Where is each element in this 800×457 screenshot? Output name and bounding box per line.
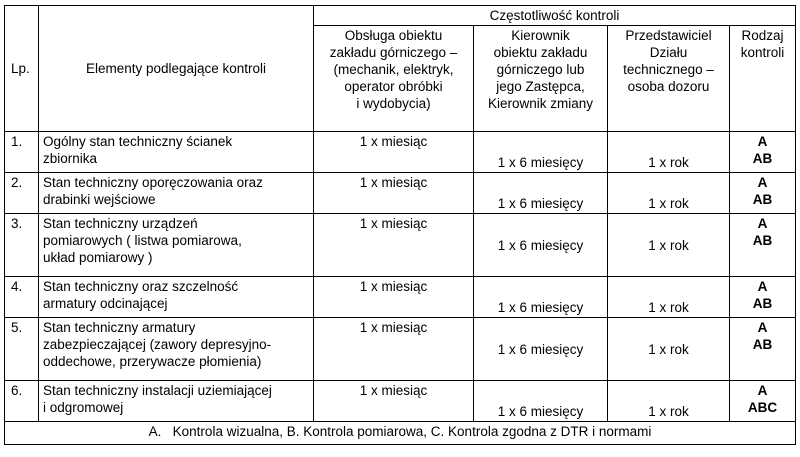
row-element-line: zbiornika xyxy=(43,151,98,166)
header-przedstawiciel-line: technicznego – xyxy=(623,62,714,77)
row-przedstawiciel: 1 x rok xyxy=(608,214,730,277)
row-obsluga: 1 x miesiąc xyxy=(314,381,474,422)
row-element xyxy=(39,381,314,422)
row-kierownik-value: 1 x 6 miesięcy xyxy=(497,404,584,419)
row-element xyxy=(39,214,314,277)
table-row xyxy=(5,318,796,381)
row-rodzaj xyxy=(730,214,796,277)
row-kierownik xyxy=(474,277,608,318)
row-rodzaj-line: ABC xyxy=(747,400,778,415)
header-lp: Lp. xyxy=(5,6,39,132)
row-rodzaj-line: A xyxy=(757,279,768,294)
row-rodzaj xyxy=(730,173,796,214)
row-element-line: Ogólny stan techniczny ścianek xyxy=(43,134,233,149)
row-przedstawiciel-value: 1 x rok xyxy=(648,155,689,170)
row-rodzaj-line: AB xyxy=(752,296,773,311)
header-frequency-group: Częstotliwość kontroli xyxy=(314,6,796,26)
header-rodzaj-line: Rodzaj xyxy=(741,28,784,43)
table-row xyxy=(5,173,796,214)
row-przedstawiciel-value: 1 x rok xyxy=(648,300,689,315)
header-elements: Elementy podlegające kontroli xyxy=(39,6,314,132)
row-przedstawiciel xyxy=(608,277,730,318)
row-element xyxy=(39,318,314,381)
header-kierownik-line: Kierownik xyxy=(511,28,570,43)
header-przedstawiciel-line: Działu xyxy=(649,45,688,60)
row-lp: 5. xyxy=(5,318,39,381)
row-przedstawiciel xyxy=(608,132,730,173)
header-rodzaj xyxy=(730,26,796,132)
row-obsluga: 1 x miesiąc xyxy=(314,318,474,381)
header-obsluga-line: (mechanik, elektryk, xyxy=(333,62,454,77)
row-rodzaj xyxy=(730,132,796,173)
header-obsluga-line: zakładu górniczego – xyxy=(329,45,458,60)
row-przedstawiciel xyxy=(608,173,730,214)
header-obsluga-line: i wydobycia) xyxy=(356,96,431,111)
header-przedstawiciel-line: Przedstawiciel xyxy=(625,28,712,43)
row-rodzaj-line: AB xyxy=(752,337,773,352)
row-element-line: pomiarowych ( listwa pomiarowa, xyxy=(43,233,242,248)
header-obsluga xyxy=(314,26,474,132)
row-rodzaj-line: A xyxy=(757,383,768,398)
header-kierownik xyxy=(474,26,608,132)
row-rodzaj-line: AB xyxy=(752,192,773,207)
table-footnote: A. Kontrola wizualna, B. Kontrola pomiarowa, C. Kontrola zgodna z DTR i normami xyxy=(5,422,796,445)
row-rodzaj-line: AB xyxy=(752,233,773,248)
row-lp: 6. xyxy=(5,381,39,422)
row-rodzaj xyxy=(730,277,796,318)
row-rodzaj-line: A xyxy=(757,320,768,335)
header-przedstawiciel-line: osoba dozoru xyxy=(627,79,710,94)
control-frequency-table xyxy=(4,5,796,445)
table-row xyxy=(5,277,796,318)
row-przedstawiciel: 1 x rok xyxy=(608,318,730,381)
row-lp: 3. xyxy=(5,214,39,277)
row-przedstawiciel xyxy=(608,381,730,422)
header-obsluga-line: Obsługa obiektu xyxy=(344,28,443,43)
row-element-line: Stan techniczny urządzeń xyxy=(43,216,198,231)
table-row xyxy=(5,381,796,422)
row-kierownik-value: 1 x 6 miesięcy xyxy=(497,155,584,170)
row-element xyxy=(39,132,314,173)
row-lp: 1. xyxy=(5,132,39,173)
row-rodzaj xyxy=(730,381,796,422)
row-obsluga: 1 x miesiąc xyxy=(314,132,474,173)
row-przedstawiciel-value: 1 x rok xyxy=(648,404,689,419)
header-obsluga-line: operator obróbki xyxy=(344,79,443,94)
header-kierownik-line: jego Zastępca, xyxy=(496,79,585,94)
row-element xyxy=(39,173,314,214)
row-element-line: i odgromowej xyxy=(43,400,124,415)
row-kierownik xyxy=(474,381,608,422)
header-przedstawiciel xyxy=(608,26,730,132)
row-element xyxy=(39,277,314,318)
row-rodzaj xyxy=(730,318,796,381)
row-element-line: armatury odcinającej xyxy=(43,296,168,311)
row-element-line: układ pomiarowy ) xyxy=(43,250,153,265)
row-element-line: drabinki wejściowe xyxy=(43,192,156,207)
row-kierownik-value: 1 x 6 miesięcy xyxy=(497,196,584,211)
row-przedstawiciel-value: 1 x rok xyxy=(648,196,689,211)
row-obsluga: 1 x miesiąc xyxy=(314,277,474,318)
row-obsluga: 1 x miesiąc xyxy=(314,173,474,214)
header-kierownik-line: Kierownik zmiany xyxy=(487,96,594,111)
header-kierownik-line: obiektu zakładu xyxy=(493,45,588,60)
table-row xyxy=(5,214,796,277)
row-kierownik xyxy=(474,132,608,173)
row-rodzaj-line: A xyxy=(757,175,768,190)
row-rodzaj-line: AB xyxy=(752,151,773,166)
row-kierownik: 1 x 6 miesięcy xyxy=(474,318,608,381)
row-rodzaj-line: A xyxy=(757,134,768,149)
row-element-line: oddechowe, przerywacze płomienia) xyxy=(43,354,262,369)
row-kierownik-value: 1 x 6 miesięcy xyxy=(497,300,584,315)
table-row xyxy=(5,132,796,173)
header-kierownik-line: górniczego lub xyxy=(496,62,585,77)
row-lp: 4. xyxy=(5,277,39,318)
row-element-line: Stan techniczny oraz szczelność xyxy=(43,279,239,294)
row-element-line: zabezpieczającej (zawory depresyjno- xyxy=(43,337,272,352)
row-obsluga: 1 x miesiąc xyxy=(314,214,474,277)
row-rodzaj-line: A xyxy=(757,216,768,231)
row-kierownik xyxy=(474,173,608,214)
row-element-line: Stan techniczny instalacji uziemiającej xyxy=(43,383,272,398)
row-kierownik: 1 x 6 miesięcy xyxy=(474,214,608,277)
row-element-line: Stan techniczny armatury xyxy=(43,320,196,335)
row-lp: 2. xyxy=(5,173,39,214)
row-element-line: Stan techniczny oporęczowania oraz xyxy=(43,175,263,190)
header-rodzaj-line: kontroli xyxy=(740,45,785,60)
